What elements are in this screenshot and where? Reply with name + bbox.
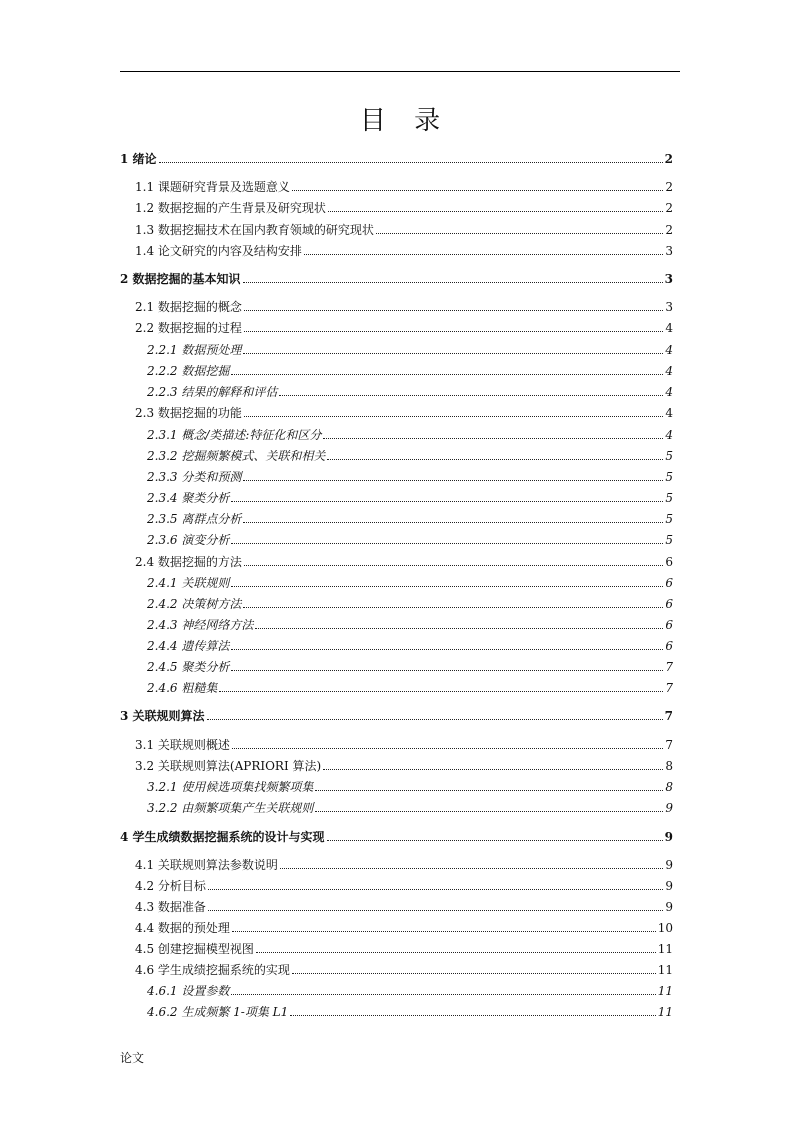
toc-entry[interactable]	[120, 271, 673, 286]
toc-page: 4	[665, 364, 673, 378]
toc-entry[interactable]	[135, 737, 673, 752]
toc-label: 2.3.4 聚类分析	[147, 491, 230, 505]
toc-page: 11	[657, 984, 673, 998]
toc-label: 1.4 论文研究的内容及结构安排	[135, 244, 302, 258]
toc-entry[interactable]	[135, 299, 673, 314]
leader-dots	[219, 691, 663, 692]
toc-page: 2	[664, 152, 673, 166]
toc-page: 4	[665, 321, 673, 335]
leader-dots	[323, 438, 663, 439]
toc-page: 6	[665, 639, 673, 653]
toc-label: 2.3.2 挖掘频繁模式、关联和相关	[147, 449, 326, 463]
toc-entry[interactable]	[135, 243, 673, 258]
leader-dots	[315, 811, 663, 812]
toc-page: 8	[665, 759, 673, 773]
toc-page: 9	[665, 879, 673, 893]
toc-entry[interactable]	[135, 179, 673, 194]
toc-label: 2 数据挖掘的基本知识	[120, 272, 241, 286]
toc-entry[interactable]	[147, 511, 673, 526]
toc-label: 2.2 数据挖掘的过程	[135, 321, 242, 335]
leader-dots	[159, 162, 663, 163]
toc-entry[interactable]	[147, 800, 673, 815]
toc-label: 4.4 数据的预处理	[135, 921, 230, 935]
leader-dots	[208, 889, 663, 890]
toc-page: 9	[665, 801, 673, 815]
toc-label: 3.2.2 由频繁项集产生关联规则	[147, 801, 314, 815]
toc-label: 2.2.3 结果的解释和评估	[147, 385, 278, 399]
toc-label: 3.2.1 使用候选项集找频繁项集	[147, 780, 314, 794]
toc-page: 2	[665, 180, 673, 194]
toc-entry[interactable]	[147, 342, 673, 357]
toc-label: 2.3.6 演变分析	[147, 533, 230, 547]
toc-page: 11	[657, 1005, 673, 1019]
toc-label: 2.2.2 数据挖掘	[147, 364, 230, 378]
toc-entry[interactable]	[135, 920, 673, 935]
toc-entry[interactable]	[135, 962, 673, 977]
toc-label: 1.2 数据挖掘的产生背景及研究现状	[135, 201, 326, 215]
toc-page: 7	[665, 681, 673, 695]
toc-entry[interactable]	[120, 829, 673, 844]
leader-dots	[231, 374, 663, 375]
leader-dots	[255, 628, 663, 629]
toc-page: 3	[664, 272, 673, 286]
toc-page: 10	[657, 921, 673, 935]
toc-label: 2.4.2 决策树方法	[147, 597, 242, 611]
toc-page: 9	[665, 900, 673, 914]
toc-entry[interactable]	[135, 200, 673, 215]
toc-entry[interactable]	[147, 680, 673, 695]
toc-entry[interactable]	[120, 151, 673, 166]
toc-label: 2.3.1 概念/类描述:特征化和区分	[147, 428, 322, 442]
toc-page: 7	[665, 738, 673, 752]
toc-page: 4	[665, 343, 673, 357]
toc-entry[interactable]	[147, 363, 673, 378]
leader-dots	[243, 522, 663, 523]
toc-label: 2.4.4 遗传算法	[147, 639, 230, 653]
toc-label: 4.5 创建挖掘模型视图	[135, 942, 254, 956]
toc-page: 5	[665, 470, 673, 484]
toc-page: 5	[665, 533, 673, 547]
leader-dots	[243, 480, 663, 481]
toc-label: 1.3 数据挖掘技术在国内教育领域的研究现状	[135, 223, 374, 237]
toc-entry[interactable]	[147, 617, 673, 632]
toc-label: 3.1 关联规则概述	[135, 738, 230, 752]
toc-page: 11	[657, 942, 673, 956]
toc-page: 11	[657, 963, 673, 977]
toc-entry[interactable]	[147, 469, 673, 484]
toc-entry[interactable]	[120, 708, 673, 723]
toc-entry[interactable]	[135, 320, 673, 335]
leader-dots	[207, 719, 663, 720]
toc-entry[interactable]	[135, 405, 673, 420]
toc-label: 2.4.6 粗糙集	[147, 681, 218, 695]
toc-label: 4.2 分析目标	[135, 879, 206, 893]
toc-entry[interactable]	[147, 659, 673, 674]
leader-dots	[232, 931, 656, 932]
leader-dots	[244, 565, 663, 566]
leader-dots	[208, 910, 663, 911]
toc-page: 6	[665, 618, 673, 632]
leader-dots	[327, 840, 663, 841]
page-title: 目 录	[359, 106, 451, 136]
toc-entry[interactable]	[147, 1004, 673, 1019]
toc-page: 5	[665, 449, 673, 463]
toc-entry[interactable]	[147, 427, 673, 442]
toc-label: 4.6.2 生成频繁 1-项集 L1	[147, 1005, 289, 1019]
toc-page: 6	[665, 576, 673, 590]
toc-entry[interactable]	[147, 532, 673, 547]
toc-label: 4 学生成绩数据挖掘系统的设计与实现	[120, 830, 325, 844]
leader-dots	[243, 353, 663, 354]
leader-dots	[244, 416, 663, 417]
toc-entry[interactable]	[147, 384, 673, 399]
toc-page: 7	[665, 660, 673, 674]
toc-label: 2.4.3 神经网络方法	[147, 618, 254, 632]
leader-dots	[280, 868, 663, 869]
toc-entry[interactable]	[147, 596, 673, 611]
toc-entry[interactable]	[135, 878, 673, 893]
toc-page: 4	[665, 406, 673, 420]
header-rule	[120, 71, 680, 72]
toc-label: 2.4 数据挖掘的方法	[135, 555, 242, 569]
toc-page: 5	[665, 491, 673, 505]
toc-page: 7	[664, 709, 673, 723]
leader-dots	[323, 769, 663, 770]
toc-entry[interactable]	[147, 575, 673, 590]
toc-label: 4.1 关联规则算法参数说明	[135, 858, 278, 872]
toc-page: 3	[665, 300, 673, 314]
toc-entry[interactable]	[135, 222, 673, 237]
leader-dots	[256, 952, 656, 953]
toc-entry[interactable]	[147, 448, 673, 463]
toc-page: 8	[665, 780, 673, 794]
leader-dots	[231, 501, 663, 502]
leader-dots	[231, 994, 655, 995]
leader-dots	[243, 282, 663, 283]
leader-dots	[244, 331, 663, 332]
leader-dots	[292, 190, 663, 191]
leader-dots	[231, 670, 663, 671]
toc-label: 4.6.1 设置参数	[147, 984, 230, 998]
toc-label: 1 绪论	[120, 152, 157, 166]
leader-dots	[304, 254, 663, 255]
toc-entry[interactable]	[147, 638, 673, 653]
toc-label: 2.3.3 分类和预测	[147, 470, 242, 484]
toc-entry[interactable]	[135, 758, 673, 773]
footer-label: 论文	[120, 1051, 145, 1065]
toc-entry[interactable]	[135, 899, 673, 914]
leader-dots	[315, 790, 663, 791]
toc-entry[interactable]	[147, 490, 673, 505]
toc-entry[interactable]	[135, 554, 673, 569]
leader-dots	[279, 395, 663, 396]
leader-dots	[327, 459, 663, 460]
leader-dots	[328, 211, 663, 212]
toc-entry[interactable]	[135, 941, 673, 956]
leader-dots	[231, 543, 663, 544]
toc-page: 9	[665, 858, 673, 872]
toc-label: 2.3.5 离群点分析	[147, 512, 242, 526]
toc-page: 4	[665, 428, 673, 442]
toc-entry[interactable]	[135, 857, 673, 872]
leader-dots	[244, 310, 663, 311]
toc-page: 2	[665, 223, 673, 237]
toc-page: 3	[665, 244, 673, 258]
leader-dots	[231, 649, 663, 650]
toc-label: 3.2 关联规则算法(APRIORI 算法)	[135, 759, 322, 773]
toc-label: 2.3 数据挖掘的功能	[135, 406, 242, 420]
toc-label: 3 关联规则算法	[120, 709, 205, 723]
toc-page: 5	[665, 512, 673, 526]
leader-dots	[292, 973, 656, 974]
toc-label: 4.6 学生成绩挖掘系统的实现	[135, 963, 290, 977]
leader-dots	[243, 607, 663, 608]
toc-page: 4	[665, 385, 673, 399]
toc-label: 4.3 数据准备	[135, 900, 206, 914]
leader-dots	[232, 748, 663, 749]
toc-entry[interactable]	[147, 779, 673, 794]
leader-dots	[290, 1015, 655, 1016]
toc-label: 1.1 课题研究背景及选题意义	[135, 180, 290, 194]
toc-label: 2.1 数据挖掘的概念	[135, 300, 242, 314]
toc-entry[interactable]	[147, 983, 673, 998]
toc-page: 2	[665, 201, 673, 215]
leader-dots	[376, 233, 663, 234]
leader-dots	[231, 586, 663, 587]
toc-label: 2.2.1 数据预处理	[147, 343, 242, 357]
toc-label: 2.4.5 聚类分析	[147, 660, 230, 674]
toc-page: 6	[665, 555, 673, 569]
toc-label: 2.4.1 关联规则	[147, 576, 230, 590]
toc-page: 6	[665, 597, 673, 611]
toc-page: 9	[664, 830, 673, 844]
